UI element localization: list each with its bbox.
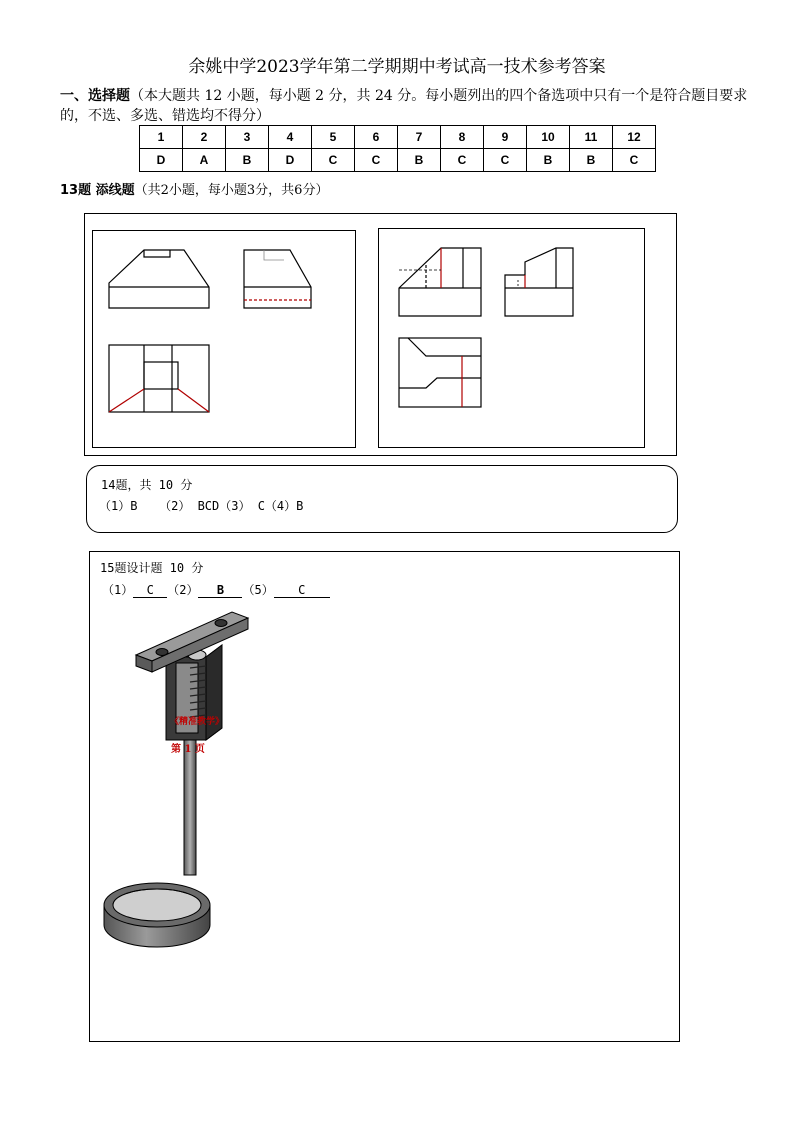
q15-answer-3: C xyxy=(274,583,330,598)
answer-cell: B xyxy=(527,149,570,172)
section-1-heading: 一、选择题 xyxy=(60,88,130,104)
answer-cell: D xyxy=(140,149,183,172)
ring-base xyxy=(104,883,210,947)
q13-heading: 13题 添线题 xyxy=(60,183,135,198)
q15-part-1-label: （1） xyxy=(102,583,134,597)
answer-cell: C xyxy=(441,149,484,172)
question-number: 5 xyxy=(312,126,355,149)
q15-part-5-label: （5） xyxy=(242,583,274,597)
answer-cell: B xyxy=(398,149,441,172)
q14-answers: （1）B （2） BCD（3） C（4）B xyxy=(99,499,304,513)
watermark-brand: 《精准教学》 xyxy=(170,717,225,727)
question-number: 1 xyxy=(140,126,183,149)
answer-cell: C xyxy=(484,149,527,172)
q15-part-2-label: （2） xyxy=(167,583,199,597)
q15-answer-1: C xyxy=(133,583,167,598)
question-number: 10 xyxy=(527,126,570,149)
answer-cell: B xyxy=(570,149,613,172)
section-1-description: （本大题共 12 小题，每小题 2 分，共 24 分。每小题列出的四个备选项中只有一个是符合题目要求的，不选、多选、错选均不得分） xyxy=(60,88,748,124)
q15-answer-2: B xyxy=(198,583,242,598)
question-number: 12 xyxy=(613,126,656,149)
answer-cell: D xyxy=(269,149,312,172)
question-number: 11 xyxy=(570,126,613,149)
question-number: 2 xyxy=(183,126,226,149)
answer-cell: C xyxy=(613,149,656,172)
page-title: 余姚中学2023学年第二学期期中考试高一技术参考答案 xyxy=(188,57,606,77)
answer-cell: A xyxy=(183,149,226,172)
question-number: 7 xyxy=(398,126,441,149)
screw-hole-right xyxy=(215,620,227,627)
question-number: 4 xyxy=(269,126,312,149)
question-number: 9 xyxy=(484,126,527,149)
question-number: 6 xyxy=(355,126,398,149)
q15-title: 15题设计题 10 分 xyxy=(100,561,204,575)
answer-cell: B xyxy=(226,149,269,172)
q14-title: 14题，共 10 分 xyxy=(101,478,193,492)
answer-cell: C xyxy=(312,149,355,172)
watermark-page-number: 第 1 页 xyxy=(171,744,205,755)
question-number: 3 xyxy=(226,126,269,149)
screw-hole-left xyxy=(156,649,168,656)
q13-description: （共2小题，每小题3分，共6分） xyxy=(134,183,329,198)
answer-cell: C xyxy=(355,149,398,172)
question-number: 8 xyxy=(441,126,484,149)
